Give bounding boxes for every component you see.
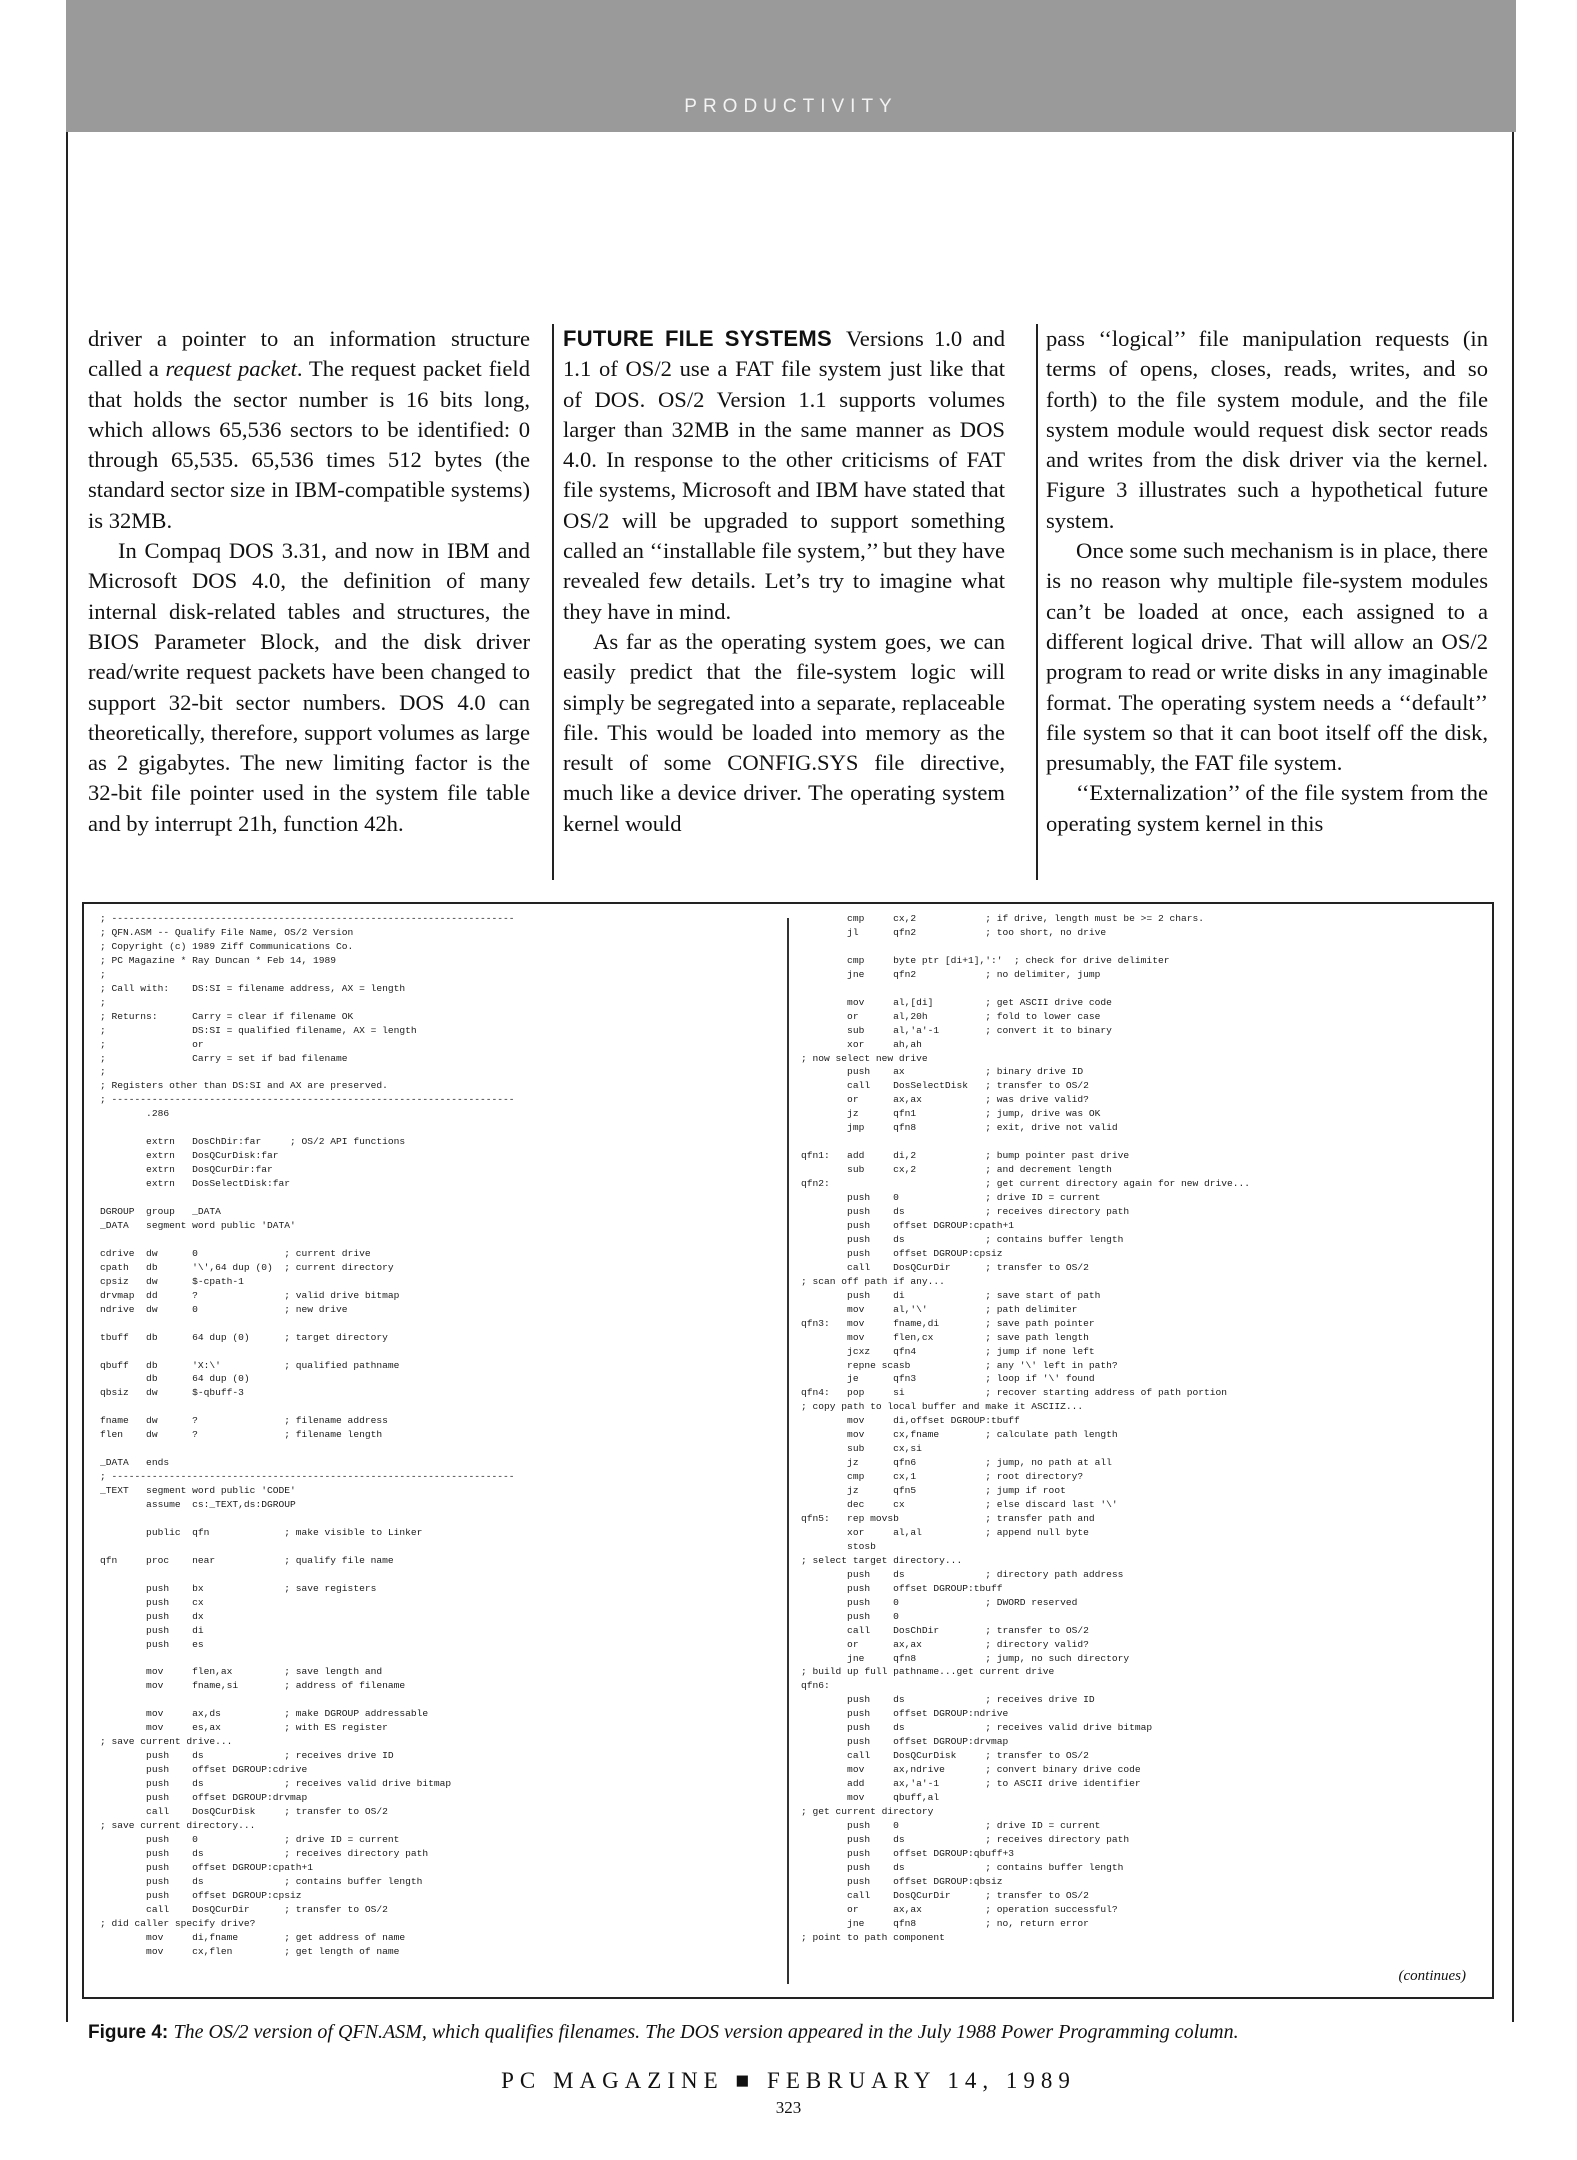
caption-label: Figure 4: xyxy=(88,2022,169,2043)
text-column-2 xyxy=(563,324,1005,890)
figure-caption xyxy=(88,2021,1488,2044)
paragraph: ‘‘Externalization’’ of the file system from the operating system kernel in this xyxy=(1046,780,1488,836)
emphasis-term: request packet xyxy=(165,356,297,382)
figure-4-listing-box xyxy=(82,902,1494,1999)
continues-note: (continues) xyxy=(1398,1968,1466,1984)
paragraph: In Compaq DOS 3.31, and now in IBM and Microsoft DOS 4.0, the definition of many internal disk-related tables and structures, the BIOS Parameter Block, and the disk driver read/write request packets have been changed to support 32-bit sector numbers. DOS 4.0 can theoretically, therefore, support volumes as large as 2 gigabytes. The new limiting factor is the 32-bit file pointer used in the system file table and by interrupt 21h, function 42h. xyxy=(88,538,530,836)
paragraph: As far as the operating system goes, we can easily predict that the file-system logic will simply be segregated into a separate, replaceable file. This would be loaded into memory as the result of some CONFIG.SYS file directive, much like a device driver. The operating system kernel would xyxy=(563,628,1005,836)
column-divider xyxy=(552,324,554,880)
code-listing-left: ; ---------------------------------------------------------------------- ; QFN.ASM -- Qualify File Name, OS/2 Version ; Copyright (c) 1989 Ziff Communications Co. ; PC Magazine * Ray Duncan * Feb 14, 1989 ; ; Call with: DS:SI = filename address, AX = length ; ; Returns: Carry = clear if filename OK ; DS:SI = qualified filename, AX = length ; or ; Carry = set if bad filename ; ; Registers other than DS:SI and AX are preserved. ; ---------------------------------------------------------------------- .286 extrn DosChDir:far ; OS/2 API functions extrn DosQCurDisk:far extrn DosQCurDir:far extrn DosSelectDisk:far DGROUP group _DATA _DATA segment word public 'DATA' cdrive dw 0 ; current drive cpath db '\',64 dup (0) ; current directory cpsiz dw $-cpath-1 drvmap dd ? ; valid drive bitmap ndrive dw 0 ; new drive tbuff db 64 dup (0) ; target directory qbuff db 'X:\' ; qualified pathname db 64 dup (0) qbsiz dw $-qbuff-3 fname dw ? ; filename address flen dw ? ; filename length _DATA ends ; ---------------------------------------------------------------------- _TEXT segment word public 'CODE' assume cs:_TEXT,ds:DGROUP public qfn ; make visible to Linker qfn proc near ; qualify file name push bx ; save registers push cx push dx push di push es mov flen,ax ; save length and mov fname,si ; address of filename mov ax,ds ; make DGROUP addressable mov es,ax ; with ES register ; save current drive... push ds ; receives drive ID push offset DGROUP:cdrive push ds ; receives valid drive bitmap push offset DGROUP:drvmap call DosQCurDisk ; transfer to OS/2 ; save current directory... push 0 ; drive ID = current push ds ; receives directory path push offset DGROUP:cpath+1 push ds ; contains buffer length push offset DGROUP:cpsiz call DosQCurDir ; transfer to OS/2 ; did caller specify drive? mov di,fname ; get address of name mov cx,flen ; get length of name xyxy=(100,913,515,1957)
article-body xyxy=(88,324,1492,890)
text-column-1 xyxy=(88,324,530,890)
listing-divider xyxy=(787,918,789,1984)
text-column-3 xyxy=(1046,324,1488,890)
section-label: PRODUCTIVITY xyxy=(684,96,898,117)
paragraph: FUTURE FILE SYSTEMS Versions 1.0 and 1.1 of OS/2 use a FAT file system just like that of DOS. OS/2 Version 1.1 supports volumes larger than 32MB in the same manner as DOS 4.0. In response to the other criticisms of FAT file systems, Microsoft and IBM have stated that OS/2 will be upgraded to support something called an ‘‘installable file system,’’ but they have revealed few details. Let’s try to imagine what they have in mind. xyxy=(563,326,1005,624)
section-heading: FUTURE FILE SYSTEMS xyxy=(563,326,832,351)
magazine-footer: PC MAGAZINE ■ FEBRUARY 14, 1989 xyxy=(501,2068,1076,2093)
code-listing-right: cmp cx,2 ; if drive, length must be >= 2 chars. jl qfn2 ; too short, no drive cmp byte ptr [di+1],':' ; check for drive delimiter jne qfn2 ; no delimiter, jump mov al,[di] ; get ASCII drive code or al,20h ; fold to lower case sub al,'a'-1 ; convert it to binary xor ah,ah ; now select new drive push ax ; binary drive ID call DosSelectDisk ; transfer to OS/2 or ax,ax ; was drive valid? jz qfn1 ; jump, drive was OK jmp qfn8 ; exit, drive not valid qfn1: add di,2 ; bump pointer past drive sub cx,2 ; and decrement length qfn2: ; get current directory again for new drive... push 0 ; drive ID = current push ds ; receives directory path push offset DGROUP:cpath+1 push ds ; contains buffer length push offset DGROUP:cpsiz call DosQCurDir ; transfer to OS/2 ; scan off path if any... push di ; save start of path mov al,'\' ; path delimiter qfn3: mov fname,di ; save path pointer mov flen,cx ; save path length jcxz qfn4 ; jump if none left repne scasb ; any '\' left in path? je qfn3 ; loop if '\' found qfn4: pop si ; recover starting address of path portion ; copy path to local buffer and make it ASCIIZ... mov di,offset DGROUP:tbuff mov cx,fname ; calculate path length sub cx,si jz qfn6 ; jump, no path at all cmp cx,1 ; root directory? jz qfn5 ; jump if root dec cx ; else discard last '\' qfn5: rep movsb ; transfer path and xor al,al ; append null byte stosb ; select target directory... push ds ; directory path address push offset DGROUP:tbuff push 0 ; DWORD reserved push 0 call DosChDir ; transfer to OS/2 or ax,ax ; directory valid? jne qfn8 ; jump, no such directory ; build up full pathname...get current drive qfn6: push ds ; receives drive ID push offset DGROUP:ndrive push ds ; receives valid drive bitmap push offset DGROUP:drvmap call DosQCurDisk ; transfer to OS/2 mov ax,ndrive ; convert binary drive code add ax,'a'-1 ; to ASCII drive identifier mov qbuff,al ; get current directory push 0 ; drive ID = current push ds ; receives directory path push offset DGROUP:qbuff+3 push ds ; contains buffer length push offset DGROUP:qbsiz call DosQCurDir ; transfer to OS/2 or ax,ax ; operation successful? jne qfn8 ; no, return error ; point to path component xyxy=(801,913,1251,1943)
page-number: 323 xyxy=(775,2098,802,2117)
paragraph: pass ‘‘logical’’ file manipulation requests (in terms of opens, closes, reads, writes, and so forth) to the file system module, and the file system module would request disk sector reads and writes from the disk driver via the kernel. Figure 3 illustrates such a hypothetical future system. xyxy=(1046,326,1488,533)
paragraph: Once some such mechanism is in place, there is no reason why multiple file-system modules can’t be loaded at once, each assigned to a different logical drive. That will allow an OS/2 program to read or write disks in any imaginable format. The operating system needs a ‘‘default’’ file system so that it can boot itself off the disk, presumably, the FAT file system. xyxy=(1046,538,1488,776)
caption-text: The OS/2 version of QFN.ASM, which qualifies filenames. The DOS version appeared in the July 1988 Power Programming column. xyxy=(173,2021,1239,2043)
left-page-rule xyxy=(66,132,68,2022)
right-page-rule xyxy=(1512,132,1514,2022)
column-divider xyxy=(1036,324,1038,880)
paragraph: driver a pointer to an information structure called a request packet. The request packet field that holds the sector number is 16 bits long, which allows 65,536 sectors to be identified: 0 through 65,535. 65,536 times 512 bytes (the standard sector size in IBM-compatible systems) is 32MB. xyxy=(88,326,530,533)
